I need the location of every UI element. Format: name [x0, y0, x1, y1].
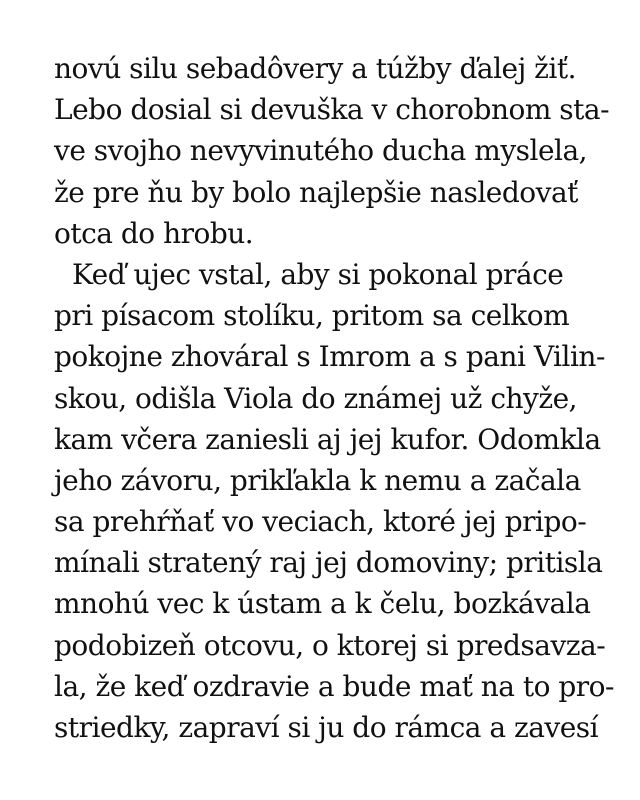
paragraph-1 [54, 48, 610, 254]
text-line: mnohú vec k ústam a k čelu, bozkávala [54, 587, 591, 621]
text-line: sa prehŕňať vo veciach, ktoré jej pripo- [54, 505, 587, 539]
text-line: pri písacom stolíku, pritom sa celkom [54, 299, 570, 333]
text-line: skou, odišla Viola do známej už chyže, [54, 381, 578, 415]
text-line: Lebo dosial si devuška v chorobnom sta- [54, 93, 610, 127]
paragraph-2 [54, 254, 614, 748]
text-line: ve svojho nevyvinutého ducha myslela, [54, 134, 588, 168]
text-line: la, že keď ozdravie a bude mať na to pro- [54, 669, 614, 703]
text-line: Keď ujec vstal, aby si pokonal práce [72, 257, 564, 291]
text-line: kam včera zaniesli aj jej kufor. Odomkla [54, 422, 601, 456]
text-line: podobizeň otcovu, o ktorej si predsavza- [54, 628, 606, 662]
text-line: striedky, zapraví si ju do rámca a zavesí [54, 711, 599, 744]
text-line: novú silu sebadôvery a túžby ďalej žiť. [54, 52, 577, 85]
text-line: jeho závoru, prikľakla k nemu a začala [54, 463, 581, 497]
text-line: mínali stratený raj jej domoviny; pritisla [54, 546, 603, 580]
text-line: že pre ňu by bolo najlepšie nasledovať [54, 175, 578, 209]
text-line: otca do hrobu. [54, 216, 254, 250]
text-line: pokojne zhováral s Imrom a s pani Vilin- [54, 340, 605, 374]
book-page [54, 48, 614, 748]
